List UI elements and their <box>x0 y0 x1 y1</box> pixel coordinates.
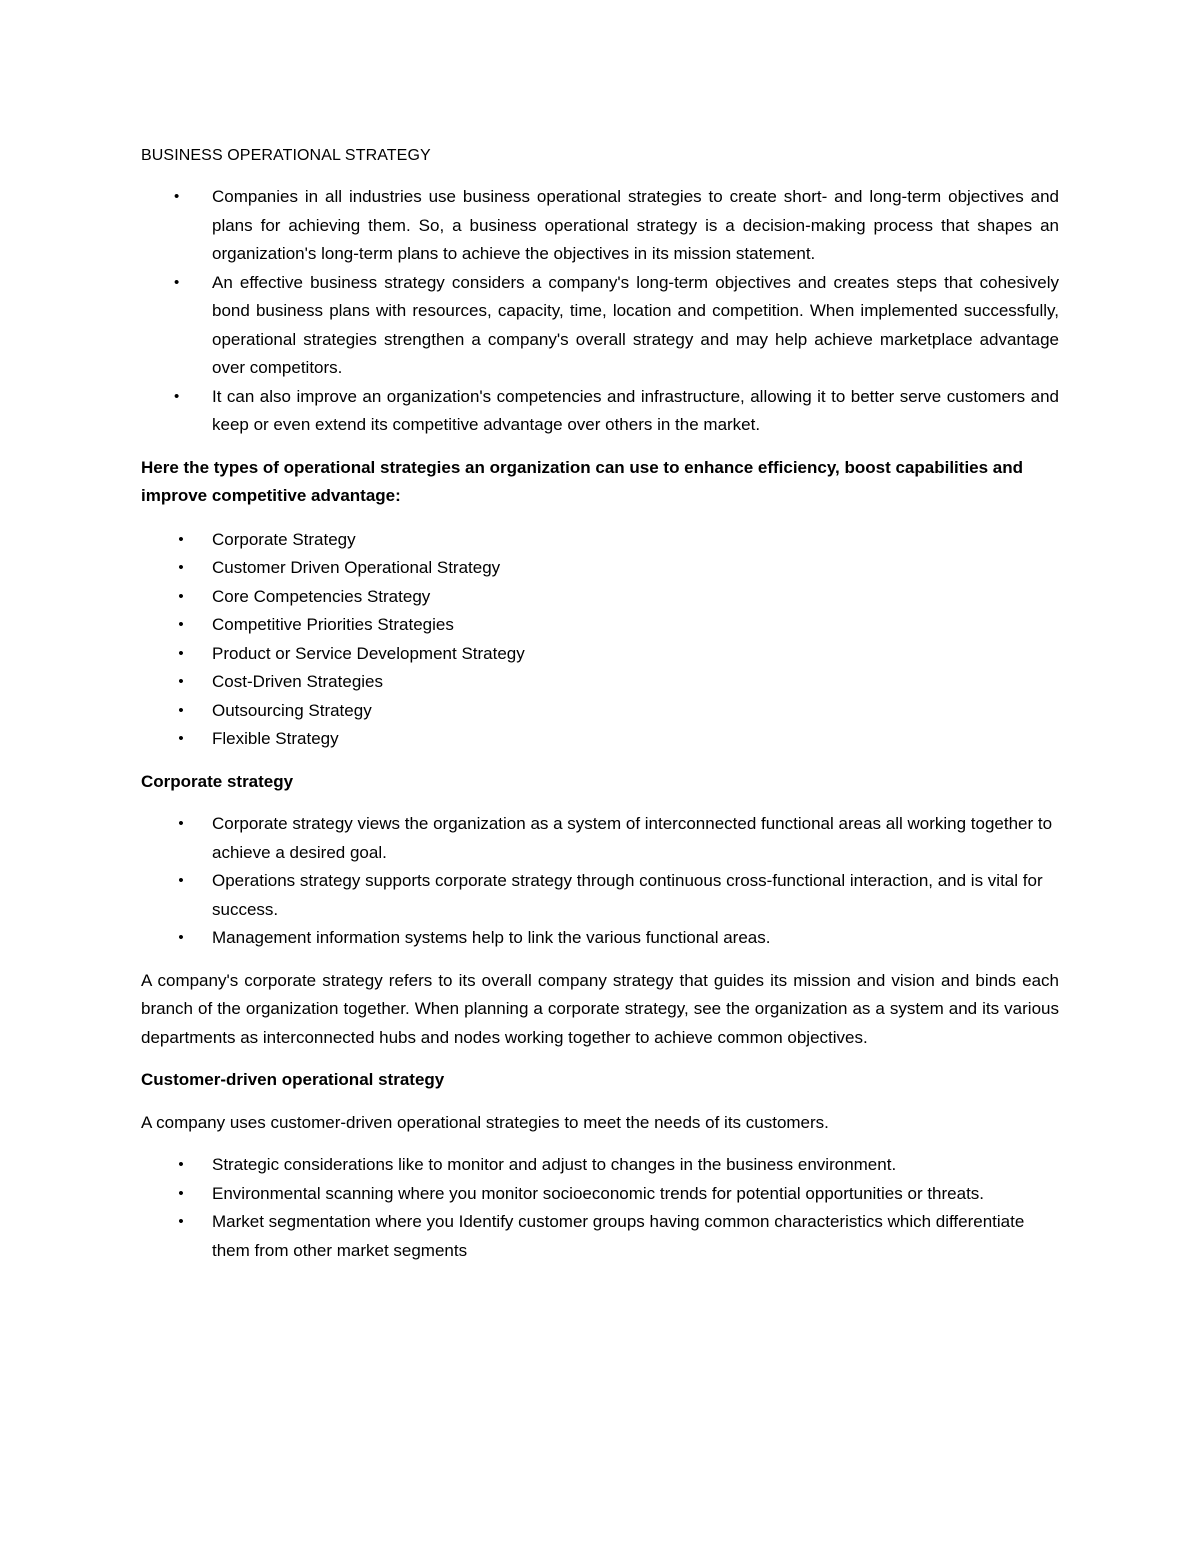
bullet-icon: • <box>178 1156 184 1173</box>
document-title: BUSINESS OPERATIONAL STRATEGY <box>141 147 431 164</box>
list-item <box>141 725 1059 754</box>
list-item-text: Competitive Priorities Strategies <box>212 615 454 634</box>
bullet-icon: • <box>174 387 180 405</box>
list-item-text: Market segmentation where you Identify customer groups having common characteristics which differentiate them from other market segments <box>212 1212 1025 1260</box>
list-item <box>141 383 1059 440</box>
customer-driven-heading: Customer-driven operational strategy <box>141 1070 445 1089</box>
list-item <box>141 526 1059 555</box>
corporate-strategy-paragraph: A company's corporate strategy refers to its overall company strategy that guides its mission and vision and binds each branch of the organization together. When planning a corporate strategy, see the organization as a system and its various departments as interconnected hubs and nodes working together to achieve common objectives. <box>141 970 1059 1047</box>
list-item <box>141 183 1059 269</box>
list-item <box>141 269 1059 383</box>
list-item-text: Product or Service Development Strategy <box>212 643 525 663</box>
list-item-text: Corporate strategy views the organization as a system of interconnected functional areas all working together to achieve a desired goal. <box>212 814 1053 862</box>
bullet-icon: • <box>174 188 180 205</box>
bullet-icon: • <box>178 673 184 690</box>
list-item <box>141 1208 1059 1265</box>
list-item-text: Flexible Strategy <box>212 729 339 748</box>
bullet-icon: • <box>178 559 184 576</box>
bullet-icon: • <box>178 587 184 605</box>
intro-bullet-list <box>141 183 1059 440</box>
list-item <box>141 640 1059 669</box>
list-item-text: An effective business strategy considers a company's long-term objectives and creates steps that cohesively bond business plans with resources, capacity, time, location and competition. When implemented successfully, operational strategies strengthen a company's overall strategy and may help achieve marketplace advantage over competitors. <box>212 272 1059 377</box>
bullet-icon: • <box>178 730 184 747</box>
types-bullet-list <box>141 526 1059 754</box>
list-item-text: Operations strategy supports corporate strategy through continuous cross-functional interaction, and is vital for success. <box>212 871 1043 919</box>
list-item <box>141 583 1059 612</box>
bullet-icon: • <box>178 929 184 946</box>
list-item-text: Strategic considerations like to monitor and adjust to changes in the business environment. <box>212 1155 897 1174</box>
bullet-icon: • <box>178 701 184 719</box>
list-item <box>141 697 1059 726</box>
customer-driven-paragraph: A company uses customer-driven operational strategies to meet the needs of its customers. <box>141 1112 829 1132</box>
bullet-icon: • <box>178 1184 184 1202</box>
list-item-text: Customer Driven Operational Strategy <box>212 558 501 577</box>
list-item <box>141 668 1059 697</box>
bullet-icon: • <box>178 530 184 548</box>
list-item-text: Companies in all industries use business operational strategies to create short- and long-term objectives and plans for achieving them. So, a business operational strategy is a decision-making process that shapes an organization's long-term plans to achieve the objectives in its mission statement. <box>212 187 1059 263</box>
list-item <box>141 867 1059 924</box>
list-item-text: Core Competencies Strategy <box>212 586 431 606</box>
list-item-text: Management information systems help to link the various functional areas. <box>212 928 771 947</box>
corporate-bullet-list <box>141 810 1059 953</box>
bullet-icon: • <box>178 1213 184 1230</box>
list-item <box>141 810 1059 867</box>
bullet-icon: • <box>178 644 184 662</box>
document-page <box>141 142 1059 1279</box>
list-item <box>141 1180 1059 1209</box>
list-item <box>141 611 1059 640</box>
bullet-icon: • <box>178 616 184 633</box>
list-item-text: Corporate Strategy <box>212 529 356 549</box>
bullet-icon: • <box>174 273 180 291</box>
list-item-text: Outsourcing Strategy <box>212 700 372 720</box>
bullet-icon: • <box>178 815 184 832</box>
list-item-text: Cost-Driven Strategies <box>212 672 384 691</box>
types-heading: Here the types of operational strategies an organization can use to enhance efficiency, boost capabilities and improve competitive advantage: <box>141 457 1024 505</box>
list-item <box>141 924 1059 953</box>
bullet-icon: • <box>178 872 184 889</box>
list-item <box>141 1151 1059 1180</box>
list-item-text: It can also improve an organization's competencies and infrastructure, allowing it to better serve customers and keep or even extend its competitive advantage over others in the market. <box>212 386 1059 434</box>
corporate-strategy-heading: Corporate strategy <box>141 771 294 791</box>
list-item-text: Environmental scanning where you monitor socioeconomic trends for potential opportunities or threats. <box>212 1183 985 1203</box>
customer-driven-bullet-list <box>141 1151 1059 1265</box>
list-item <box>141 554 1059 583</box>
